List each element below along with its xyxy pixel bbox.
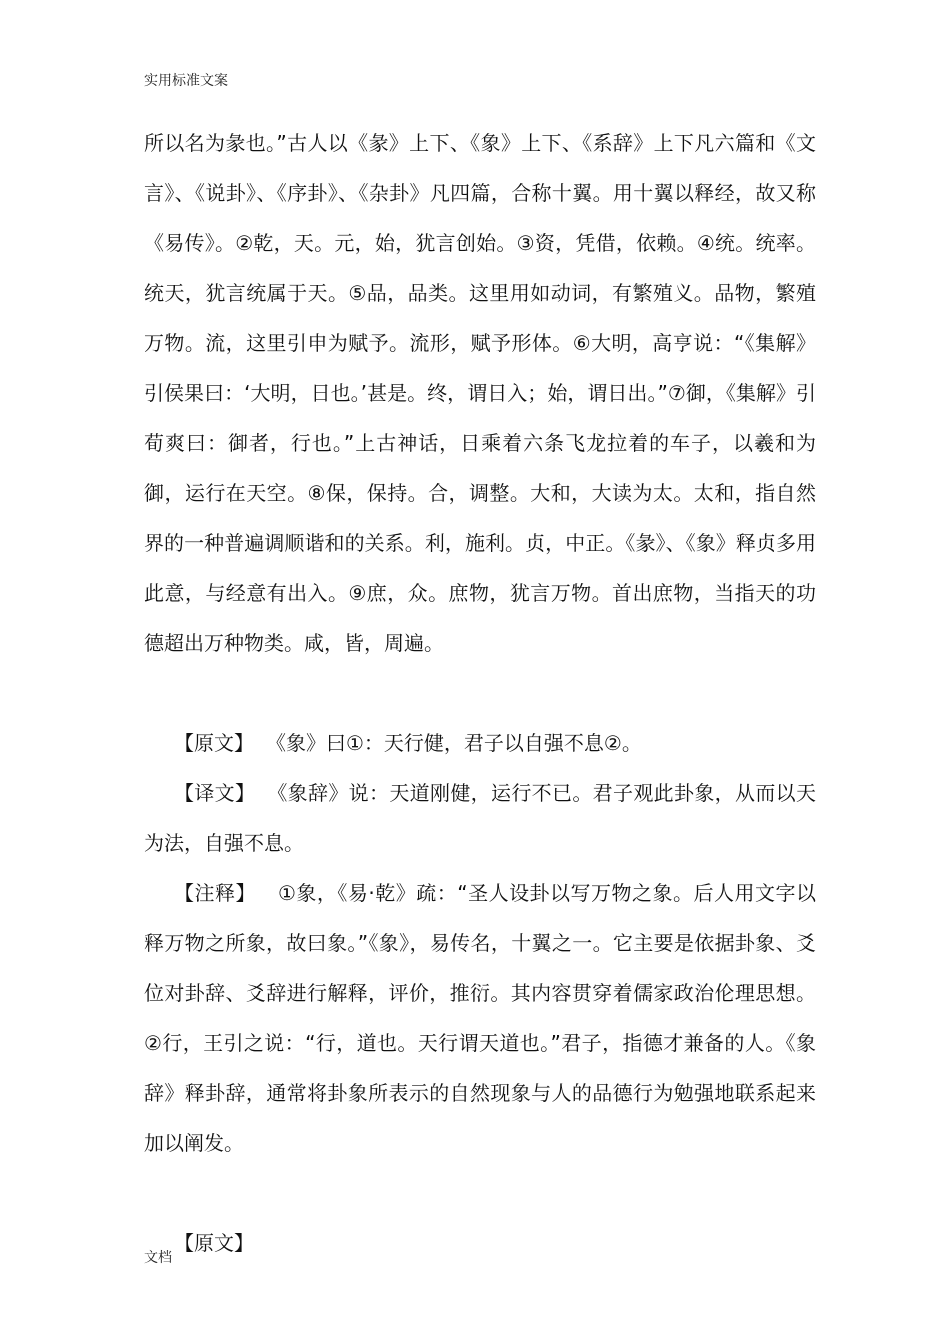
original-text-paragraph [144,718,816,768]
original-text: 《象》曰①：天行健，君子以自强不息②。 [276,731,642,755]
page-header: 实用标准文案 [144,73,228,89]
page-footer: 文档 [144,1250,172,1266]
notes-paragraph [144,868,816,1168]
original-label: 【原文】 [174,731,254,755]
translation-paragraph [144,768,816,868]
section-gap [144,1168,816,1218]
section-gap [144,668,816,718]
translation-label: 【译文】 [174,781,256,805]
next-original-paragraph [144,1218,816,1268]
document-body [144,118,816,1268]
translation-text: 《象辞》说：天道刚健，运行不已。君子观此卦象，从而以天为法，自强不息。 [144,781,817,855]
notes-text: ①象，《易·乾》疏：“圣人设卦以写万物之象。后人用文字以释万物之所象，故曰象。”《象》，易传名，十翼之一。它主要是依据卦象、爻位对卦辞、爻辞进行解释，评价，推衍。其内容贯穿着儒家政治伦理思想。②行，王引之说：“行，道也。天行谓天道也。”君子，指德才兼备的人。《象辞》释卦辞，通常将卦象所表示的自然现象与人的品德行为勉强地联系起来加以阐发。 [144,881,816,1155]
next-original-label: 【原文】 [174,1231,254,1255]
notes-label: 【注释】 [174,881,256,905]
continuation-paragraph: 所以名为彖也。”古人以《彖》上下、《象》上下、《系辞》上下凡六篇和《文言》、《说卦》、《序卦》、《杂卦》凡四篇，合称十翼。用十翼以释经，故又称《易传》。②乾，天。元，始，犹言创始。③资，凭借，依赖。④统。统率。统天，犹言统属于天。⑤品，品类。这里用如动词，有繁殖义。品物，繁殖万物。流，这里引申为赋予。流形，赋予形体。⑥大明，高亨说：“《集解》引侯果曰：‘大明，日也。’甚是。终，谓日入；始，谓日出。”⑦御，《集解》引荀爽曰：御者，行也。”上古神话，日乘着六条飞龙拉着的车子，以羲和为御，运行在天空。⑧保，保持。合，调整。大和，大读为太。太和，指自然界的一种普遍调顺谐和的关系。利，施利。贞，中正。《彖》、《象》释贞多用此意，与经意有出入。⑨庶，众。庶物，犹言万物。首出庶物，当指天的功德超出万种物类。咸，皆，周遍。 [144,131,816,655]
